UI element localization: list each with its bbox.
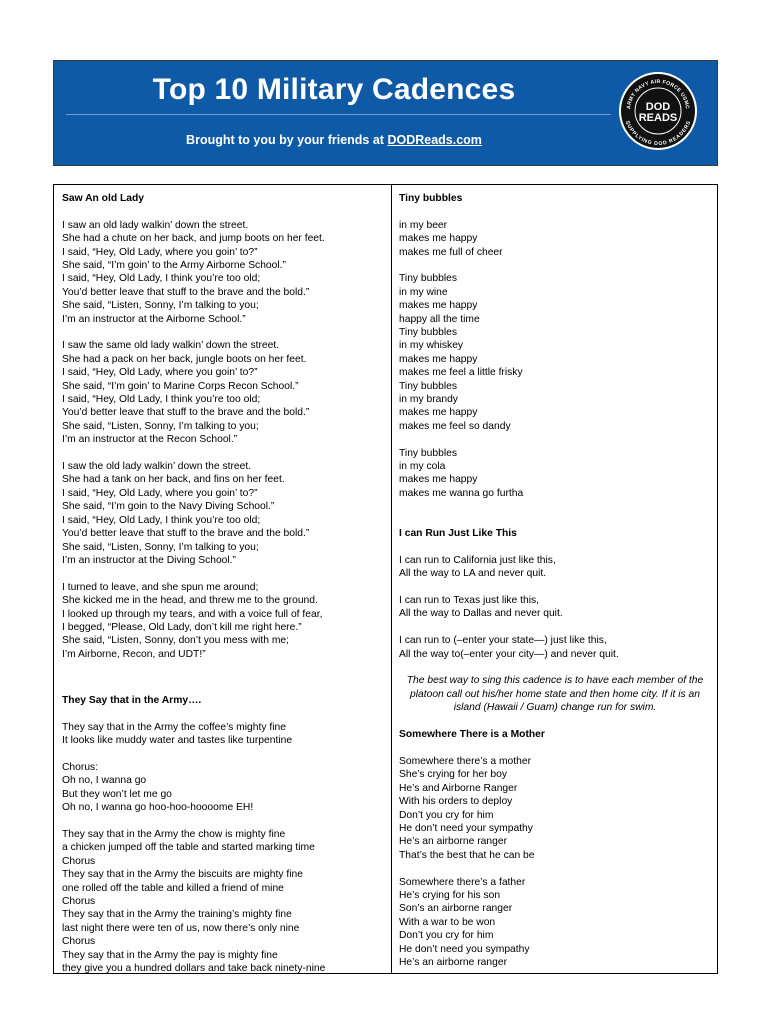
cadence-line: They say that in the Army the coffee’s mighty fine: [62, 721, 286, 733]
cadence-line: She said, “Listen, Sonny, I’m talking to you;: [62, 300, 259, 312]
spacer: [62, 707, 387, 720]
cadence-line: She had a tank on her back, and fins on her feet.: [62, 474, 285, 486]
svg-text:DOD: DOD: [645, 101, 671, 113]
cadence-line: I saw the same old lady walkin’ down the street.: [62, 340, 280, 352]
cadence-line: He don’t need your sympathy: [399, 822, 533, 834]
cadence-line: Chorus:: [62, 761, 99, 773]
cadence-line: They say that in the Army the chow is mighty fine: [62, 828, 286, 840]
cadence-line: She said, “Listen, Sonny, I’m talking to you;: [62, 420, 259, 432]
column-divider: [391, 185, 392, 973]
cadence-line: I turned to leave, and she spun me around;: [62, 581, 259, 593]
cadence-line: in my whiskey: [399, 340, 464, 352]
cadence-line: It looks like muddy water and tastes like turpentine: [62, 735, 293, 747]
spacer: [399, 742, 711, 755]
header-subtitle: [54, 133, 614, 147]
spacer: [62, 661, 387, 674]
cadence-line: in my beer: [399, 219, 448, 231]
cadence-line: They say that in the Army the biscuits are mighty fine: [62, 869, 303, 881]
cadence-line: Chorus: [62, 855, 96, 867]
spacer: [399, 205, 711, 218]
subtitle-text: Brought to you by your friends at: [186, 133, 388, 147]
cadence-line: I said, “Hey, Old Lady, where you goin’ to?”: [62, 367, 258, 379]
cadence-line: I’m an instructor at the Airborne School.”: [62, 313, 246, 325]
cadence-line: She’s crying for her boy: [399, 769, 507, 781]
cadence-line: With a war to be won: [399, 916, 496, 928]
spacer: [62, 205, 387, 218]
cadence-line: makes me happy: [399, 300, 478, 312]
cadence-line: She said, “Listen, Sonny, don’t you mess with me;: [62, 635, 290, 647]
cadence-line: All the way to Dallas and never quit.: [399, 608, 563, 620]
svg-text:READS: READS: [638, 112, 678, 124]
cadence-line: You’d better leave that stuff to the brave and the bold.”: [62, 286, 310, 298]
cadence-line: Tiny bubbles: [399, 273, 458, 285]
cadence-line: He’s crying for his son: [399, 889, 501, 901]
cadence-line: She kicked me in the head, and threw me to the ground.: [62, 595, 318, 607]
cadence-line: You’d better leave that stuff to the brave and the bold.”: [62, 528, 310, 540]
cadence-line: Tiny bubbles: [399, 327, 458, 339]
cadence-line: They say that in the Army the training’s mighty fine: [62, 909, 292, 921]
cadence-line: I looked up through my tears, and with a voice full of fear,: [62, 608, 323, 620]
cadence-line: He’s and Airborne Ranger: [399, 782, 518, 794]
cadence-line: I said, “Hey, Old Lady, where you goin’ to?”: [62, 246, 258, 258]
header-divider: [66, 114, 611, 115]
cadence-line: I saw the old lady walkin’ down the street.: [62, 461, 252, 473]
cadence-line: makes me feel a little frisky: [399, 367, 523, 379]
cadence-line: Chorus: [62, 936, 96, 948]
section-title: Saw An old Lady: [62, 193, 145, 204]
cadence-line: I begged, “Please, Old Lady, don’t kill me right here.”: [62, 621, 302, 633]
spacer: [399, 661, 711, 674]
cadence-line: He’s an airborne ranger: [399, 836, 507, 848]
cadence-line: All the way to(–enter your city—) and never quit.: [399, 648, 619, 660]
cadence-line: one rolled off the table and killed a friend of mine: [62, 882, 284, 894]
cadence-line: They say that in the Army the pay is mighty fine: [62, 949, 278, 961]
cadence-line: She said, “I’m goin’ to the Army Airborne School.”: [62, 260, 286, 272]
cadence-table: [53, 184, 718, 974]
cadence-line: Somewhere there’s a father: [399, 876, 526, 888]
spacer: [399, 540, 711, 553]
cadence-line: He don’t need you sympathy: [399, 943, 530, 955]
spacer: [62, 675, 387, 688]
spacer: [399, 621, 711, 634]
page-title: Top 10 Military Cadences: [152, 73, 516, 106]
section-title: They Say that in the Army….: [62, 694, 202, 706]
cadence-line: they give you a hundred dollars and take back ninety-nine: [62, 963, 326, 975]
cadence-line: I said, “Hey, Old Lady, I think you’re too old;: [62, 273, 261, 285]
cadence-line: She had a chute on her back, and jump boots on her feet.: [62, 233, 325, 245]
cadence-line: Tiny bubbles: [399, 380, 458, 392]
cadence-line: I’m an instructor at the Recon School.”: [62, 434, 238, 446]
cadence-line: I’m an instructor at the Diving School.”: [62, 554, 236, 566]
cadence-line: makes me happy: [399, 233, 478, 245]
svg-text:ARMY NAVY AIR FORCE USMC: ARMY NAVY AIR FORCE USMC: [626, 78, 690, 110]
spacer: [399, 433, 711, 446]
cadence-line: I can run to California just like this,: [399, 554, 556, 566]
cadence-line: I said, “Hey, Old Lady, I think you’re too old;: [62, 394, 261, 406]
cadence-line: a chicken jumped off the table and started marking time: [62, 842, 315, 854]
cadence-line: Oh no, I wanna go hoo-hoo-hoooome EH!: [62, 802, 254, 814]
dodreads-link[interactable]: DODReads.com: [387, 133, 482, 147]
spacer: [399, 715, 711, 728]
spacer: [62, 447, 387, 460]
cadence-line: I’m Airborne, Recon, and UDT!”: [62, 648, 206, 660]
cadence-line: Oh no, I wanna go: [62, 775, 147, 787]
spacer: [399, 514, 711, 527]
cadence-line: With his orders to deploy: [399, 796, 513, 808]
cadence-line: makes me happy: [399, 353, 478, 365]
cadence-line: She said, “I’m goin to the Navy Diving School.”: [62, 501, 275, 513]
svg-text:SUPPLYING DOD READERS: SUPPLYING DOD READERS: [623, 120, 693, 148]
cadence-line: She said, “I’m goin’ to Marine Corps Recon School.”: [62, 380, 299, 392]
cadence-line: That’s the best that he can be: [399, 849, 535, 861]
cadence-line: I said, “Hey, Old Lady, I think you’re too old;: [62, 514, 261, 526]
cadence-line: I saw an old lady walkin’ down the street.: [62, 219, 249, 231]
spacer: [62, 326, 387, 339]
cadence-line: Don’t you cry for him: [399, 930, 494, 942]
spacer: [62, 567, 387, 580]
spacer: [399, 581, 711, 594]
cadence-line: She said, “Listen, Sonny, I’m talking to you;: [62, 541, 259, 553]
cadence-line: makes me happy: [399, 407, 478, 419]
performance-note: The best way to sing this cadence is to have each member of the platoon call out his/her home state and then home city. If it is an island (Hawaii / Guam) change run for swim.: [406, 675, 704, 714]
cadence-line: happy all the time: [399, 313, 480, 325]
left-column: [62, 192, 387, 975]
cadence-line: Somewhere there’s a mother: [399, 755, 532, 767]
dodreads-logo: [618, 71, 698, 151]
spacer: [399, 500, 711, 513]
cadence-line: makes me wanna go furtha: [399, 487, 524, 499]
spacer: [399, 862, 711, 875]
section-title: Tiny bubbles: [399, 193, 463, 204]
section-title: Somewhere There is a Mother: [399, 729, 545, 741]
cadence-line: makes me happy: [399, 474, 478, 486]
cadence-line: Don’t you cry for him: [399, 809, 494, 821]
cadence-line: in my wine: [399, 286, 448, 298]
header-banner: [53, 60, 718, 166]
cadence-line: I can run to (–enter your state—) just like this,: [399, 635, 607, 647]
spacer: [62, 815, 387, 828]
right-column: [399, 192, 711, 969]
spacer: [399, 259, 711, 272]
cadence-line: in my cola: [399, 461, 446, 473]
cadence-line: He’s an airborne ranger: [399, 956, 507, 968]
cadence-line: She had a pack on her back, jungle boots on her feet.: [62, 353, 307, 365]
cadence-line: makes me feel so dandy: [399, 420, 511, 432]
cadence-line: last night there were ten of us, now there’s only nine: [62, 922, 300, 934]
section-title: I can Run Just Like This: [399, 528, 517, 540]
cadence-line: I can run to Texas just like this,: [399, 595, 540, 607]
cadence-line: Son’s an airborne ranger: [399, 903, 513, 915]
cadence-line: You’d better leave that stuff to the brave and the bold.”: [62, 407, 310, 419]
cadence-line: Chorus: [62, 895, 96, 907]
cadence-line: I said, “Hey, Old Lady, where you goin’ to?”: [62, 487, 258, 499]
cadence-line: But they won’t let me go: [62, 788, 172, 800]
cadence-line: Tiny bubbles: [399, 447, 458, 459]
cadence-line: makes me full of cheer: [399, 246, 503, 258]
cadence-line: All the way to LA and never quit.: [399, 568, 547, 580]
spacer: [62, 748, 387, 761]
cadence-line: in my brandy: [399, 394, 458, 406]
